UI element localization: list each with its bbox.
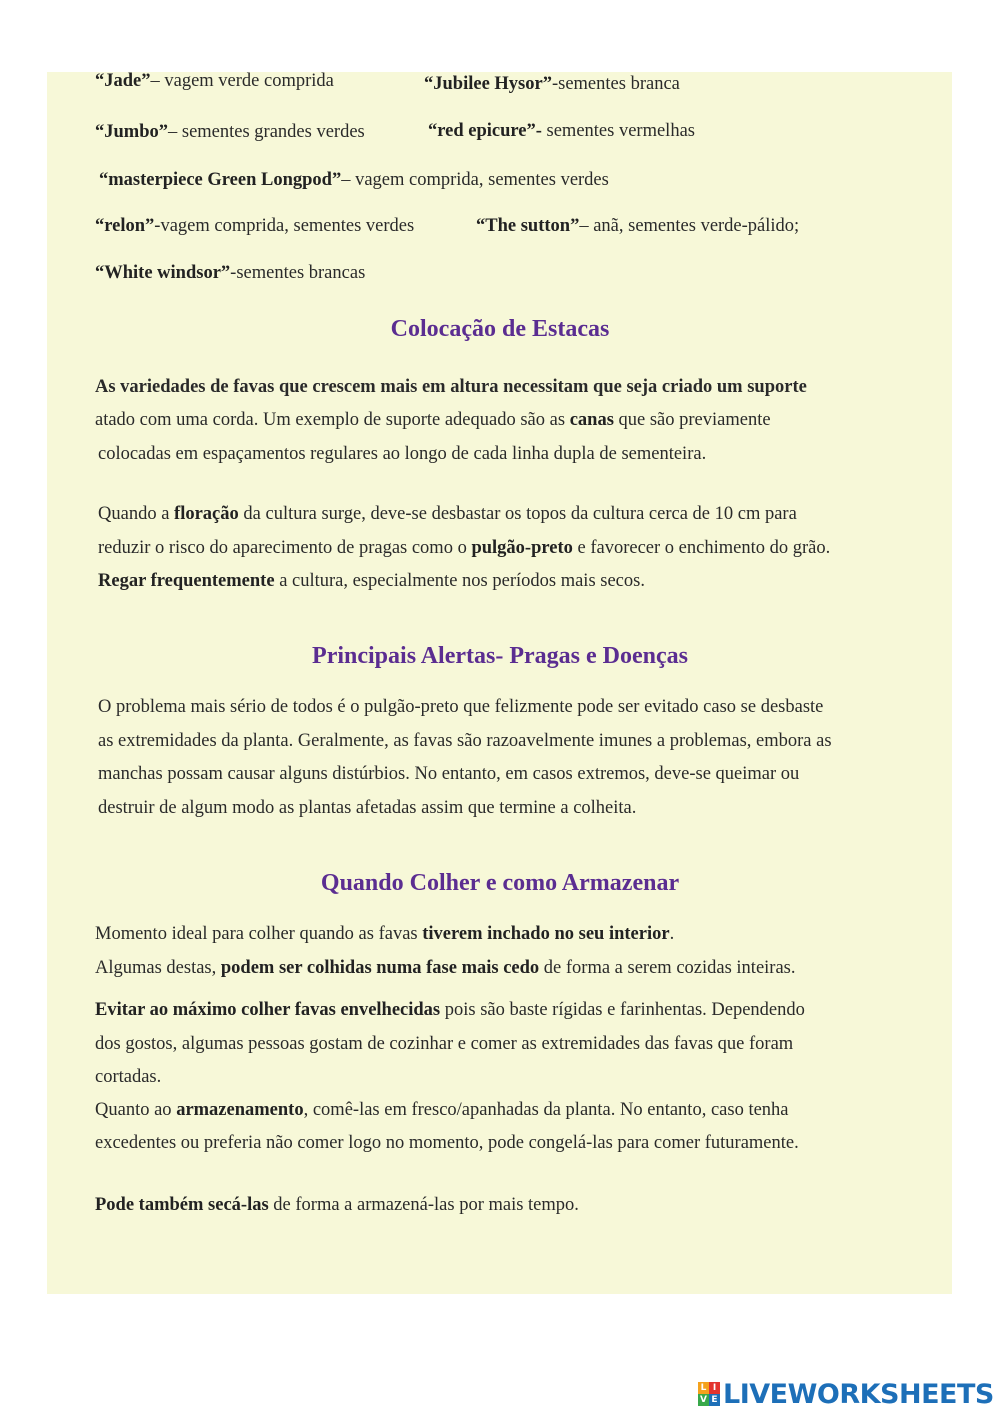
variety-red-epicure: “red epicure”- sementes vermelhas — [428, 121, 695, 141]
variety-relon: “relon”-vagem comprida, sementes verdes — [95, 216, 415, 236]
liveworksheets-logo-icon: L I V E — [698, 1382, 720, 1406]
colher-line-7: excedentes ou preferia não comer logo no momento, pode congelá-las para comer futuramente. — [95, 1133, 799, 1153]
variety-masterpiece: “masterpiece Green Longpod”– vagem comprida, sementes verdes — [99, 170, 609, 190]
alertas-line-3: manchas possam causar alguns distúrbios. No entanto, em casos extremos, deve-se queimar ou — [98, 764, 800, 784]
variety-jumbo: “Jumbo”– sementes grandes verdes — [95, 122, 365, 142]
colher-line-3: Evitar ao máximo colher favas envelhecidas pois são baste rígidas e farinhentas. Dependendo — [95, 1000, 805, 1020]
liveworksheets-logo-text: LIVEWORKSHEETS — [723, 1378, 994, 1410]
estacas-line-3: colocadas em espaçamentos regulares ao longo de cada linha dupla de sementeira. — [98, 444, 707, 464]
variety-sutton: “The sutton”– anã, sementes verde-pálido; — [476, 216, 800, 236]
variety-jubilee: “Jubilee Hysor”-sementes branca — [424, 74, 680, 94]
colher-line-5: cortadas. — [95, 1067, 162, 1087]
section-title-alertas: Principais Alertas- Pragas e Doenças — [312, 643, 688, 669]
floracao-line-1: Quando a floração da cultura surge, deve-se desbastar os topos da cultura cerca de 10 cm para — [98, 504, 797, 524]
alertas-line-1: O problema mais sério de todos é o pulgão-preto que felizmente pode ser evitado caso se desbaste — [98, 697, 824, 717]
floracao-line-2: reduzir o risco do aparecimento de pragas como o pulgão-preto e favorecer o enchimento do grão. — [98, 538, 831, 558]
colher-line-1: Momento ideal para colher quando as favas tiverem inchado no seu interior. — [95, 924, 675, 944]
estacas-line-1: As variedades de favas que crescem mais em altura necessitam que seja criado um suporte — [95, 377, 807, 397]
colher-line-6: Quanto ao armazenamento, comê-las em fresco/apanhadas da planta. No entanto, caso tenha — [95, 1100, 789, 1120]
colher-line-2: Algumas destas, podem ser colhidas numa fase mais cedo de forma a serem cozidas inteiras. — [95, 958, 796, 978]
colher-line-8: Pode também secá-las de forma a armazená-las por mais tempo. — [95, 1195, 579, 1215]
colher-line-4: dos gostos, algumas pessoas gostam de cozinhar e comer as extremidades das favas que foram — [95, 1034, 794, 1054]
liveworksheets-logo[interactable] — [698, 1378, 994, 1410]
floracao-line-3: Regar frequentemente a cultura, especialmente nos períodos mais secos. — [98, 571, 645, 591]
variety-jade: “Jade”– vagem verde comprida — [95, 71, 334, 91]
alertas-line-2: as extremidades da planta. Geralmente, as favas são razoavelmente imunes a problemas, embora as — [98, 731, 832, 751]
section-title-colher: Quando Colher e como Armazenar — [320, 870, 680, 896]
alertas-line-4: destruir de algum modo as plantas afetadas assim que termine a colheita. — [98, 798, 637, 818]
estacas-line-2: atado com uma corda. Um exemplo de suporte adequado são as canas que são previamente — [95, 410, 771, 430]
section-title-estacas: Colocação de Estacas — [390, 316, 610, 342]
variety-white-windsor: “White windsor”-sementes brancas — [95, 263, 366, 283]
